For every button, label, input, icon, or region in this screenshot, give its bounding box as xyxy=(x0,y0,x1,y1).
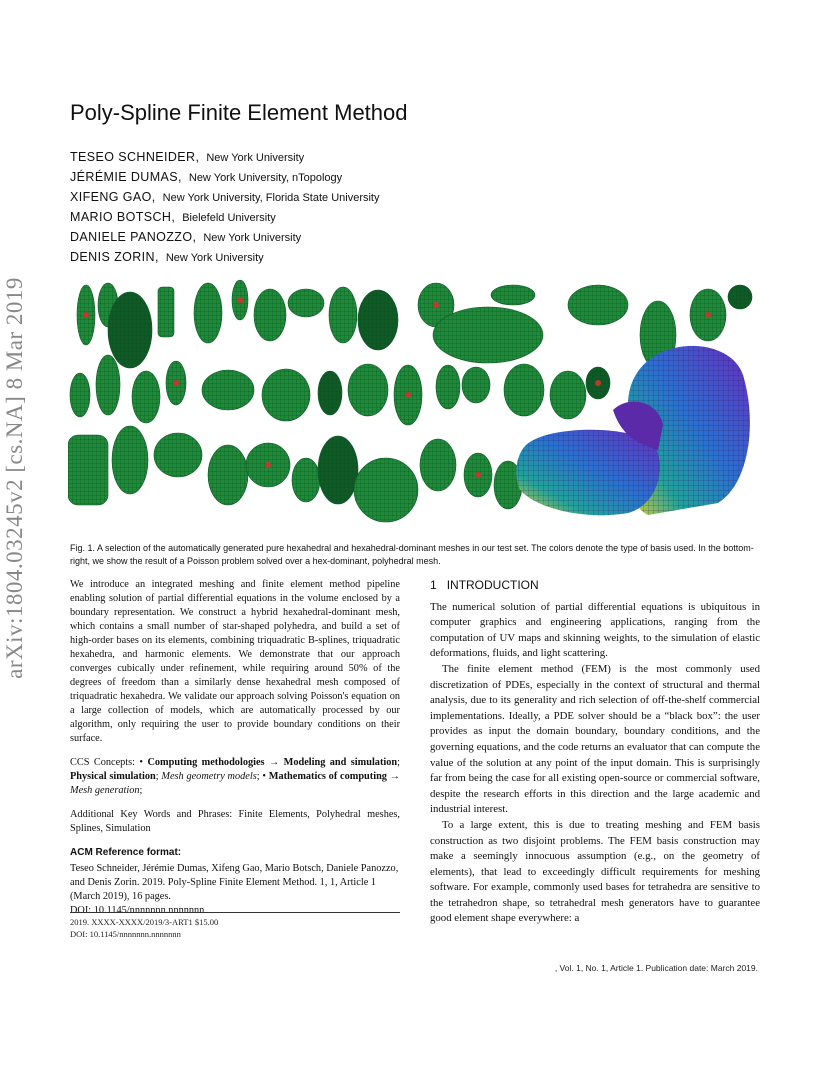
ccs-concept-5: Mesh generation xyxy=(70,785,140,796)
ccs-concept-2: Physical simulation xyxy=(70,771,156,782)
acm-reference xyxy=(70,846,400,918)
mesh-wireframe xyxy=(154,433,202,477)
author-entry xyxy=(70,168,380,188)
mesh-wireframe xyxy=(194,283,222,343)
mesh-wireframe xyxy=(491,285,535,305)
special-basis-element xyxy=(83,312,89,318)
author-entry xyxy=(70,208,380,228)
figure-caption xyxy=(70,542,762,568)
ccs-separator: ; xyxy=(397,757,400,768)
mesh-wireframe xyxy=(254,289,286,341)
author-affiliation: New York University, nTopology xyxy=(188,172,343,184)
mesh-wireframe xyxy=(108,292,152,368)
author-list xyxy=(70,148,380,268)
mesh-wireframe xyxy=(348,364,388,416)
acm-reference-doi: DOI: 10.1145/nnnnnnn.nnnnnnn xyxy=(70,905,205,916)
author-affiliation: New York University xyxy=(203,232,302,244)
left-column xyxy=(70,578,400,918)
running-footer: , Vol. 1, No. 1, Article 1. Publication date: March 2019. xyxy=(554,963,758,973)
mesh-wireframe xyxy=(68,435,108,505)
mesh-wireframe xyxy=(568,285,628,325)
poisson-chair-mesh xyxy=(516,346,750,515)
intro-paragraph-1: The numerical solution of partial differential equations is ubiquitous in computer graphics and engineering applications, ranging from the computation of UV maps and skinning weights, to the simulation of elastic deformations, fluids, and light scattering. xyxy=(430,600,760,660)
mesh-wireframe xyxy=(504,364,544,416)
ccs-separator: ; xyxy=(139,785,143,796)
author-affiliation: New York University, Florida State University xyxy=(162,192,380,204)
mesh-wireframe xyxy=(433,307,543,363)
ccs-concept-4: Mathematics of computing xyxy=(268,771,387,782)
ccs-arrow: → xyxy=(386,771,401,782)
special-basis-element xyxy=(173,380,179,386)
mesh-wireframe xyxy=(132,371,160,423)
special-basis-element xyxy=(237,297,243,303)
keywords: Additional Key Words and Phrases: Finite Elements, Polyhedral meshes, Splines, Simulation xyxy=(70,809,400,834)
author-entry xyxy=(70,188,380,208)
special-basis-element xyxy=(705,312,711,318)
arxiv-identifier-stamp: arXiv:1804.03245v2 [cs.NA] 8 Mar 2019 xyxy=(2,277,27,679)
mesh-wireframe xyxy=(436,365,460,409)
author-name: MARIO BOTSCH, xyxy=(70,210,176,224)
mesh-wireframe xyxy=(288,289,324,317)
author-affiliation: New York University xyxy=(165,252,264,264)
mesh-wireframe xyxy=(208,445,248,505)
mesh-wireframe xyxy=(354,458,418,522)
mesh-wireframe xyxy=(112,426,148,494)
footnote-line-2: DOI: 10.1145/nnnnnnn.nnnnnnn xyxy=(70,928,181,939)
ccs-concept-3: Mesh geometry models xyxy=(161,771,257,782)
mesh-wireframe xyxy=(158,287,174,337)
special-basis-element xyxy=(405,392,411,398)
ccs-separator: ; xyxy=(155,771,159,782)
section-heading xyxy=(430,578,760,594)
acm-reference-heading: ACM Reference format: xyxy=(70,847,182,858)
figure-caption-label: Fig. 1. xyxy=(70,543,96,553)
abstract: We introduce an integrated meshing and finite element method pipeline enabling solution of partial differential equations in the volume enclosed by a boundary representation. We construct a hybrid hexahedral-dominant mesh, which contains a small number of star-shaped polyhedra, and build a set of high-order bases on its elements, combining triquadratic B-splines, triquadratic hexahedra, and harmonic elements. We demonstrate that our approach converges cubically under refinement, while requiring around 50% of the degrees of freedom than a similarly dense hexahedral mesh composed of triquadratic hexahedra. We validate our approach solving Poisson's equation on a large collection of models, which are automatically processed by our algorithm, only requiring the user to provide boundary conditions on their surface. xyxy=(70,579,400,744)
paper-title: Poly-Spline Finite Element Method xyxy=(70,100,408,125)
mesh-wireframe xyxy=(262,369,310,421)
mesh-wireframe xyxy=(462,367,490,403)
mesh-wireframe xyxy=(550,371,586,419)
mesh-wireframe xyxy=(318,436,358,504)
special-basis-element xyxy=(265,462,271,468)
mesh-wireframe xyxy=(292,458,320,502)
ccs-concept-1: Computing methodologies → Modeling and simulation xyxy=(147,757,398,768)
author-affiliation: New York University xyxy=(206,152,305,164)
mesh-collection-illustration xyxy=(68,275,760,527)
author-name: DANIELE PANOZZO, xyxy=(70,230,197,244)
special-basis-element xyxy=(433,302,439,308)
author-name: JÉRÉMIE DUMAS, xyxy=(70,170,182,184)
author-entry xyxy=(70,148,380,168)
mesh-wireframe xyxy=(358,290,398,350)
author-name: TESEO SCHNEIDER, xyxy=(70,150,200,164)
section-title: INTRODUCTION xyxy=(446,578,539,592)
figure-caption-text: A selection of the automatically generated pure hexahedral and hexahedral-dominant meshes in our test set. The colors denote the type of basis used. In the bottom-right, we show the result of a Poisson problem solved over a hex-dominant, polyhedral mesh. xyxy=(70,543,754,566)
author-name: DENIS ZORIN, xyxy=(70,250,159,264)
author-entry xyxy=(70,228,380,248)
ccs-separator: ; • xyxy=(256,771,266,782)
section-number: 1 xyxy=(430,578,437,592)
author-affiliation: Bielefeld University xyxy=(182,212,276,224)
acm-reference-text: Teseo Schneider, Jérémie Dumas, Xifeng Gao, Mario Botsch, Daniele Panozzo, and Denis Zorin. 2019. Poly-Spline Finite Element Method. 1, 1, Article 1 (March 2019), 16 pages. xyxy=(70,863,399,902)
mesh-wireframe xyxy=(202,370,254,410)
intro-paragraph-3: To a large extent, this is due to treating meshing and FEM basis construction as two disjoint problems. The FEM basis construction may make a seemingly innocuous assumption (e.g., on the geometry of elements), that lead to exceedingly difficult requirements for meshing software. For example, commonly used bases for tetrahedra are sensitive to the tetrahedron shape, so tetrahedral mesh generators have to guarantee good element shape everywhere: a xyxy=(430,818,760,925)
footnote-line-1: 2019. XXXX-XXXX/2019/3-ART1 $15.00 xyxy=(70,917,219,927)
mesh-wireframe xyxy=(70,373,90,417)
teaser-figure xyxy=(68,275,760,527)
copyright-footnote xyxy=(70,912,400,940)
ccs-concepts xyxy=(70,756,400,798)
mesh-wireframe xyxy=(318,371,342,415)
mesh-wireframe xyxy=(329,287,357,343)
mesh-wireframe xyxy=(728,285,752,309)
mesh-wireframe xyxy=(420,439,456,491)
mesh-wireframe xyxy=(96,355,120,415)
intro-paragraph-2: The finite element method (FEM) is the most commonly used discretization of PDEs, especially in the context of structural and thermal analysis, due to its generality and rich selection of off-the-shelf commercial implementations. Ideally, a PDE solver should be a “black box”: the user provides as input the domain boundary, boundary conditions, and the governing equations, and the code returns an evaluator that can compute the value of the solution at any point of the input domain. This is surprisingly far from being the case for all existing open-source or commercial software, despite the research efforts in this direction and the large academic and industrial interest. xyxy=(430,662,760,816)
special-basis-element xyxy=(475,472,481,478)
author-name: XIFENG GAO, xyxy=(70,190,156,204)
right-column xyxy=(430,578,760,927)
special-basis-element xyxy=(595,380,601,386)
ccs-prefix: CCS Concepts: • xyxy=(70,757,144,768)
author-entry xyxy=(70,248,380,268)
